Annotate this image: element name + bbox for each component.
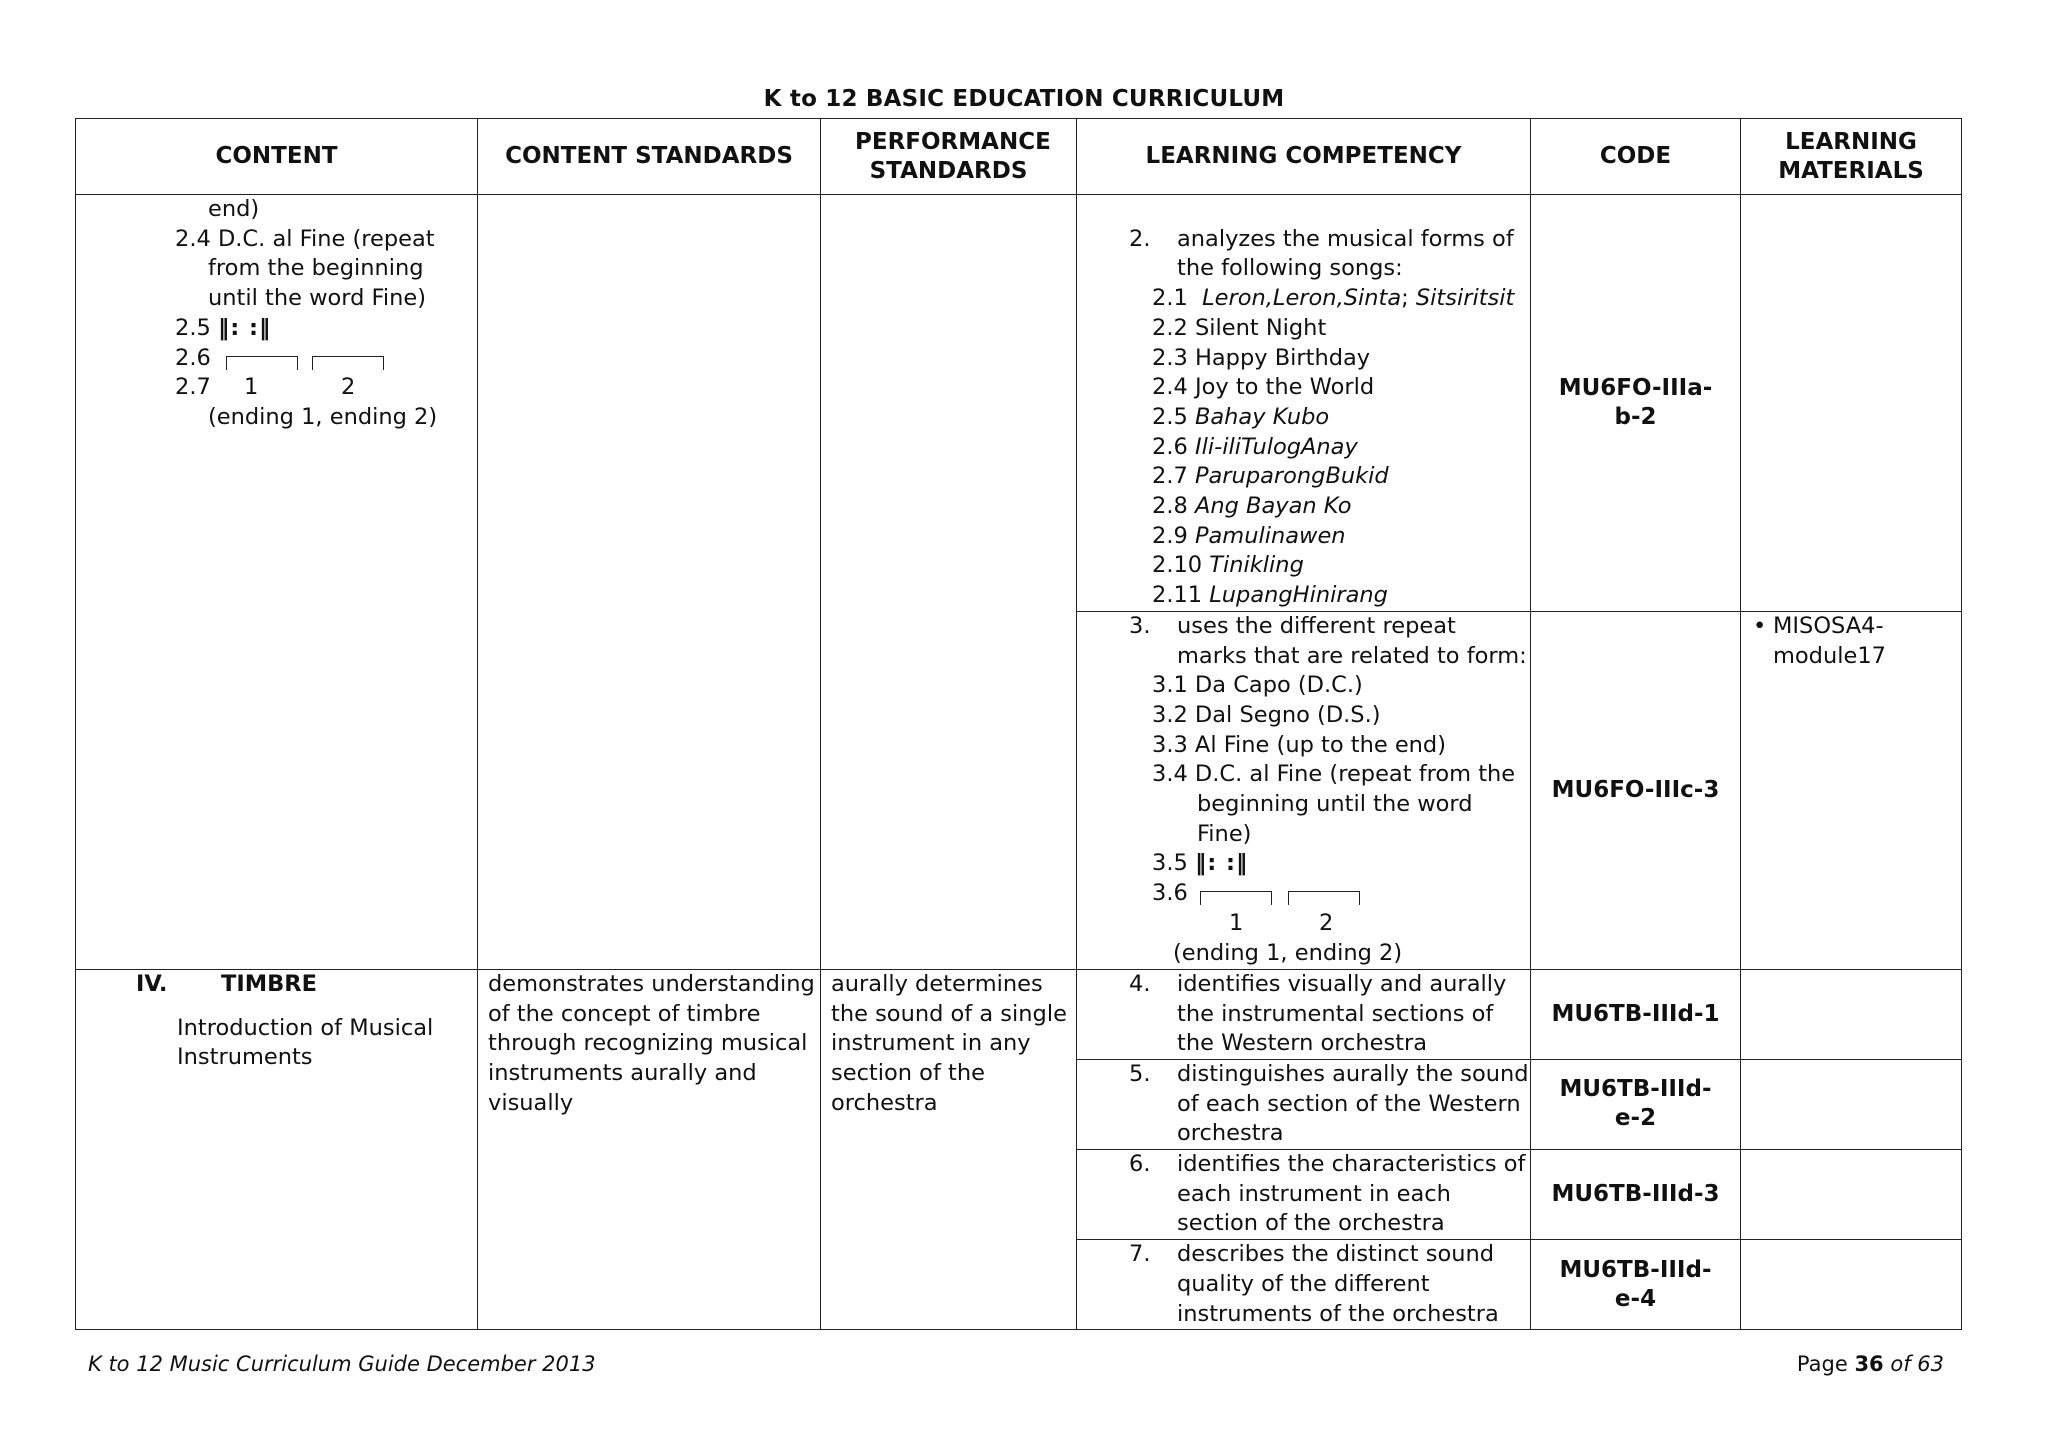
performance-standards-cell: aurally determines the sound of a single instrument in any section of the orchestra [821,969,1077,1329]
ending-1-label: 1 [1229,909,1244,936]
competency-item-cont: marks that are related to form: [1177,642,1527,669]
competency-cell [1077,611,1531,969]
song-item: 2.1 Leron,Leron,Sinta; Sitsiritsit [1152,285,1515,312]
competency-cell [1077,1150,1531,1240]
code-cell: MU6TB-IIId-3 [1531,1150,1741,1240]
code-cell: MU6FO-IIIc-3 [1531,611,1741,969]
competency-item: 5. distinguishes aurally the sound [1129,1060,1529,1087]
competency-item-cont: the instrumental sections of [1177,1000,1494,1027]
section-subheading: Instruments [177,1044,313,1071]
competency-item: 2. analyzes the musical forms of [1129,225,1514,252]
content-text: end) [208,196,260,222]
header-learning-competency: LEARNING COMPETENCY [1077,119,1531,195]
ending-2-bracket [1288,891,1360,905]
competency-item-cont: orchestra [1177,1120,1284,1147]
materials-cell [1741,969,1962,1059]
competency-item-cont: quality of the different [1177,1270,1430,1297]
content-text: from the beginning [208,255,424,282]
repeat-mark-item: 3.1 Da Capo (D.C.) [1152,672,1363,699]
section-subheading: Introduction of Musical [177,1014,434,1041]
competency-cell [1077,195,1531,612]
content-item: 2.5 ‖: :‖ [175,314,272,341]
competency-item: 6. identifies the characteristics of [1129,1151,1526,1178]
competency-item-cont: the Western orchestra [1177,1030,1428,1057]
curriculum-table [75,118,1962,1330]
competency-item-cont: each instrument in each [1177,1180,1451,1207]
repeat-mark-num: 3.6 [1152,880,1188,907]
competency-item-cont: instruments of the orchestra [1177,1300,1499,1327]
song-item: 2.7 ParuparongBukid [1152,463,1389,490]
song-item: 2.11 LupangHinirang [1152,582,1388,609]
competency-item: 3. uses the different repeat [1129,612,1456,639]
repeat-mark-item: 3.4 D.C. al Fine (repeat from the [1152,761,1516,788]
code-cell: MU6TB-IIId- e-4 [1531,1240,1741,1330]
song-item: 2.9 Pamulinawen [1152,522,1346,549]
content-item-num: 2.7 [175,374,211,401]
header-learning-materials: LEARNING MATERIALS [1741,119,1962,195]
endings-text: (ending 1, ending 2) [1173,939,1403,966]
competency-cell [1077,969,1531,1059]
song-item: 2.4 Joy to the World [1152,374,1375,401]
ending-2-bracket [312,356,384,370]
competency-cell [1077,1240,1531,1330]
footer-page-number: Page 36 of 63 [1796,1352,1944,1376]
header-row [76,119,1962,195]
ending-numbers [76,373,477,403]
competency-item-cont: of each section of the Western [1177,1090,1521,1117]
performance-standards-cell [821,195,1077,970]
ending-1-bracket [1200,891,1272,905]
table-row [76,195,1962,612]
repeat-mark-item: 3.2 Dal Segno (D.S.) [1152,701,1381,728]
ending-brackets [1077,879,1530,909]
materials-cell [1741,1150,1962,1240]
song-item: 2.10 Tinikling [1152,552,1304,579]
ending-numbers [1077,909,1530,939]
header-code: CODE [1531,119,1741,195]
repeat-mark-item: 3.5 ‖: :‖ [1152,850,1249,877]
code-cell: MU6TB-IIId-1 [1531,969,1741,1059]
material-item: • MISOSA4- [1741,612,1961,642]
materials-cell [1741,1059,1962,1149]
content-cell [76,969,478,1329]
repeat-mark-item: 3.3 Al Fine (up to the end) [1152,731,1446,758]
materials-cell [1741,1240,1962,1330]
code-cell: MU6TB-IIId- e-2 [1531,1059,1741,1149]
competency-item: 7. describes the distinct sound [1129,1241,1495,1268]
ending-brackets [76,344,477,374]
ending-2-label: 2 [1319,909,1334,936]
content-cell [76,195,478,970]
song-item: 2.3 Happy Birthday [1152,344,1371,371]
song-item: 2.2 Silent Night [1152,314,1327,341]
repeat-sign: ‖: :‖ [1194,850,1249,877]
competency-cell [1077,1059,1531,1149]
competency-item: 4. identifies visually and aurally [1129,970,1507,997]
content-standards-cell [478,195,821,970]
section-heading: IV. TIMBRE [136,970,317,997]
repeat-sign: ‖: :‖ [217,314,272,341]
content-item: 2.4 D.C. al Fine (repeat [175,225,435,252]
content-standards-cell: demonstrates understanding of the concept of timbre through recognizing musical instruments aurally and visually [478,969,821,1329]
header-content-standards: CONTENT STANDARDS [478,119,821,195]
content-text: (ending 1, ending 2) [208,403,438,430]
ending-1-label: 1 [244,374,259,401]
footer-guide-title: K to 12 Music Curriculum Guide December 2013 [88,1352,596,1376]
document-title: K to 12 BASIC EDUCATION CURRICULUM [763,86,1285,112]
materials-cell [1741,195,1962,612]
table-row [76,969,1962,1059]
ending-2-label: 2 [341,374,356,401]
material-item-cont: module17 [1773,642,1886,669]
header-performance-standards: PERFORMANCE STANDARDS [821,119,1077,195]
repeat-mark-item-cont: beginning until the word [1197,791,1473,818]
song-item: 2.5 Bahay Kubo [1152,403,1330,430]
content-text: until the word Fine) [208,285,426,312]
competency-item-cont: the following songs: [1177,255,1403,282]
song-item: 2.6 Ili-iliTulogAnay [1152,433,1358,460]
ending-1-bracket [226,356,298,370]
competency-item-cont: section of the orchestra [1177,1210,1445,1237]
header-content: CONTENT [76,119,478,195]
song-item: 2.8 Ang Bayan Ko [1152,493,1352,520]
code-cell: MU6FO-IIIa- b-2 [1531,195,1741,612]
content-item-num: 2.6 [175,344,211,371]
repeat-mark-item-cont: Fine) [1197,820,1252,847]
materials-cell [1741,611,1962,969]
